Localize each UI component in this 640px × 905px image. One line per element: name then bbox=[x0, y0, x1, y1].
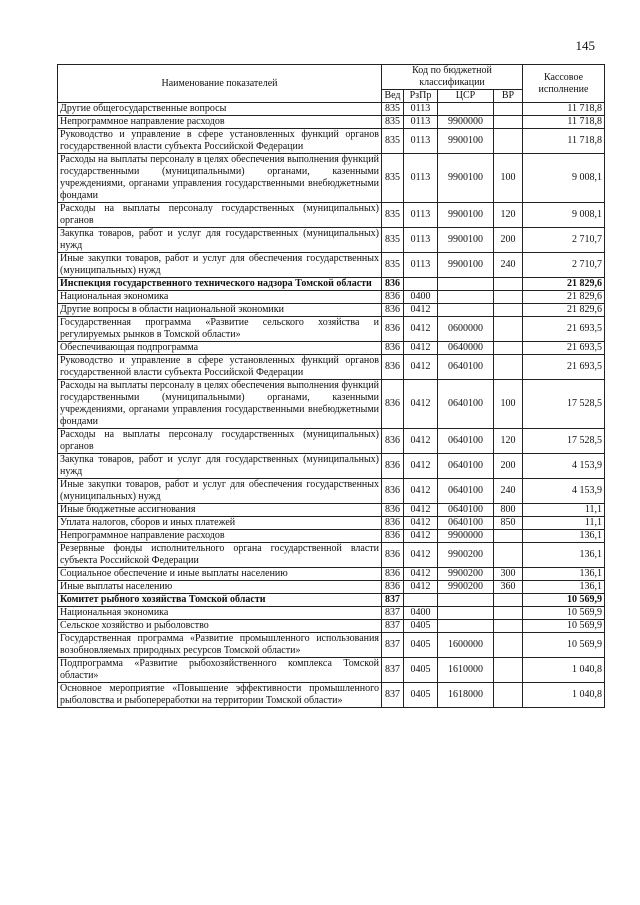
row-value: 21 693,5 bbox=[523, 355, 605, 380]
row-value: 17 528,5 bbox=[523, 380, 605, 429]
row-vr bbox=[494, 342, 523, 355]
row-csr bbox=[438, 607, 494, 620]
row-csr: 0640100 bbox=[438, 517, 494, 530]
table-row bbox=[58, 568, 605, 581]
row-name: Уплата налогов, сборов и иных платежей bbox=[58, 517, 382, 530]
row-csr: 0640100 bbox=[438, 429, 494, 454]
row-csr: 9900100 bbox=[438, 129, 494, 154]
table-body bbox=[58, 103, 605, 708]
row-rzpr: 0412 bbox=[404, 317, 438, 342]
row-ved: 835 bbox=[382, 116, 404, 129]
row-vr bbox=[494, 355, 523, 380]
row-ved: 836 bbox=[382, 581, 404, 594]
table-row bbox=[58, 116, 605, 129]
row-name: Инспекция государственного технического надзора Томской области bbox=[58, 278, 382, 291]
row-vr bbox=[494, 594, 523, 607]
row-name: Непрограммное направление расходов bbox=[58, 530, 382, 543]
row-ved: 836 bbox=[382, 479, 404, 504]
row-ved: 835 bbox=[382, 129, 404, 154]
row-rzpr bbox=[404, 278, 438, 291]
row-vr bbox=[494, 317, 523, 342]
table-row bbox=[58, 129, 605, 154]
row-vr bbox=[494, 103, 523, 116]
row-value: 21 829,6 bbox=[523, 304, 605, 317]
table-row bbox=[58, 581, 605, 594]
row-ved: 837 bbox=[382, 633, 404, 658]
row-value: 10 569,9 bbox=[523, 633, 605, 658]
row-vr: 120 bbox=[494, 203, 523, 228]
row-ved: 836 bbox=[382, 429, 404, 454]
table-row bbox=[58, 380, 605, 429]
table-row bbox=[58, 594, 605, 607]
table-row bbox=[58, 607, 605, 620]
row-value: 10 569,9 bbox=[523, 620, 605, 633]
table-row bbox=[58, 355, 605, 380]
row-rzpr: 0113 bbox=[404, 116, 438, 129]
row-csr bbox=[438, 278, 494, 291]
row-ved: 836 bbox=[382, 355, 404, 380]
row-value: 136,1 bbox=[523, 543, 605, 568]
row-vr: 120 bbox=[494, 429, 523, 454]
table-row bbox=[58, 203, 605, 228]
row-rzpr: 0412 bbox=[404, 568, 438, 581]
row-vr bbox=[494, 633, 523, 658]
row-rzpr: 0113 bbox=[404, 103, 438, 116]
row-vr bbox=[494, 658, 523, 683]
table-row bbox=[58, 342, 605, 355]
row-value: 1 040,8 bbox=[523, 658, 605, 683]
row-value: 21 693,5 bbox=[523, 317, 605, 342]
table-row bbox=[58, 530, 605, 543]
row-csr: 0640000 bbox=[438, 342, 494, 355]
row-name: Закупка товаров, работ и услуг для государственных (муниципальных) нужд bbox=[58, 454, 382, 479]
row-name: Государственная программа «Развитие промышленного использования возобновляемых природных ресурсов Томской области» bbox=[58, 633, 382, 658]
row-rzpr: 0405 bbox=[404, 683, 438, 708]
row-name: Закупка товаров, работ и услуг для государственных (муниципальных) нужд bbox=[58, 228, 382, 253]
row-ved: 835 bbox=[382, 103, 404, 116]
row-value: 2 710,7 bbox=[523, 228, 605, 253]
row-name: Сельское хозяйство и рыболовство bbox=[58, 620, 382, 633]
row-rzpr: 0405 bbox=[404, 633, 438, 658]
row-vr: 240 bbox=[494, 479, 523, 504]
row-rzpr: 0412 bbox=[404, 543, 438, 568]
row-value: 4 153,9 bbox=[523, 479, 605, 504]
row-name: Национальная экономика bbox=[58, 607, 382, 620]
row-name: Иные выплаты населению bbox=[58, 581, 382, 594]
row-value: 136,1 bbox=[523, 581, 605, 594]
row-csr: 9900100 bbox=[438, 154, 494, 203]
row-name: Непрограммное направление расходов bbox=[58, 116, 382, 129]
row-value: 10 569,9 bbox=[523, 594, 605, 607]
table-row bbox=[58, 517, 605, 530]
row-ved: 835 bbox=[382, 203, 404, 228]
row-value: 9 008,1 bbox=[523, 154, 605, 203]
row-ved: 837 bbox=[382, 658, 404, 683]
row-csr: 0640100 bbox=[438, 380, 494, 429]
row-value: 21 829,6 bbox=[523, 291, 605, 304]
row-name: Руководство и управление в сфере установленных функций органов государственной власти субъекта Российской Федерации bbox=[58, 355, 382, 380]
row-csr: 9900200 bbox=[438, 543, 494, 568]
row-rzpr: 0412 bbox=[404, 429, 438, 454]
row-vr bbox=[494, 116, 523, 129]
row-csr: 9900000 bbox=[438, 530, 494, 543]
row-value: 17 528,5 bbox=[523, 429, 605, 454]
row-csr: 1618000 bbox=[438, 683, 494, 708]
row-vr: 300 bbox=[494, 568, 523, 581]
table-row bbox=[58, 658, 605, 683]
row-rzpr: 0412 bbox=[404, 342, 438, 355]
row-rzpr: 0113 bbox=[404, 203, 438, 228]
row-name: Расходы на выплаты персоналу государственных (муниципальных) органов bbox=[58, 203, 382, 228]
row-ved: 837 bbox=[382, 683, 404, 708]
row-vr bbox=[494, 530, 523, 543]
row-ved: 837 bbox=[382, 594, 404, 607]
row-csr bbox=[438, 103, 494, 116]
row-value: 136,1 bbox=[523, 530, 605, 543]
row-name: Другие вопросы в области национальной экономики bbox=[58, 304, 382, 317]
row-csr bbox=[438, 291, 494, 304]
row-ved: 836 bbox=[382, 380, 404, 429]
row-value: 2 710,7 bbox=[523, 253, 605, 278]
row-csr: 0600000 bbox=[438, 317, 494, 342]
row-vr bbox=[494, 620, 523, 633]
row-name: Государственная программа «Развитие сельского хозяйства и регулируемых рынков в Томской области» bbox=[58, 317, 382, 342]
row-value: 11 718,8 bbox=[523, 103, 605, 116]
row-rzpr: 0412 bbox=[404, 479, 438, 504]
row-value: 4 153,9 bbox=[523, 454, 605, 479]
header-total: Кассовое исполнение bbox=[523, 65, 605, 103]
row-rzpr: 0113 bbox=[404, 228, 438, 253]
row-ved: 836 bbox=[382, 304, 404, 317]
row-value: 9 008,1 bbox=[523, 203, 605, 228]
table-row bbox=[58, 633, 605, 658]
row-value: 1 040,8 bbox=[523, 683, 605, 708]
table-row bbox=[58, 543, 605, 568]
row-rzpr: 0400 bbox=[404, 291, 438, 304]
row-vr: 240 bbox=[494, 253, 523, 278]
row-vr: 850 bbox=[494, 517, 523, 530]
row-value: 11,1 bbox=[523, 504, 605, 517]
row-rzpr: 0412 bbox=[404, 454, 438, 479]
row-vr bbox=[494, 291, 523, 304]
row-csr: 0640100 bbox=[438, 355, 494, 380]
table-row bbox=[58, 317, 605, 342]
row-rzpr: 0412 bbox=[404, 530, 438, 543]
table-header bbox=[58, 65, 605, 103]
row-vr: 200 bbox=[494, 454, 523, 479]
row-value: 11,1 bbox=[523, 517, 605, 530]
row-name: Комитет рыбного хозяйства Томской области bbox=[58, 594, 382, 607]
table-row bbox=[58, 429, 605, 454]
row-name: Другие общегосударственные вопросы bbox=[58, 103, 382, 116]
header-csr: ЦСР bbox=[438, 90, 494, 103]
table-row bbox=[58, 479, 605, 504]
header-vr: ВР bbox=[494, 90, 523, 103]
row-vr bbox=[494, 543, 523, 568]
table-row bbox=[58, 454, 605, 479]
row-value: 10 569,9 bbox=[523, 607, 605, 620]
row-ved: 836 bbox=[382, 517, 404, 530]
row-csr: 1610000 bbox=[438, 658, 494, 683]
row-rzpr: 0412 bbox=[404, 355, 438, 380]
row-value: 21 693,5 bbox=[523, 342, 605, 355]
row-rzpr: 0412 bbox=[404, 581, 438, 594]
row-ved: 836 bbox=[382, 317, 404, 342]
row-name: Иные закупки товаров, работ и услуг для обеспечения государственных (муниципальных) нужд bbox=[58, 479, 382, 504]
row-ved: 837 bbox=[382, 620, 404, 633]
row-vr bbox=[494, 683, 523, 708]
row-csr: 0640100 bbox=[438, 479, 494, 504]
row-csr: 1600000 bbox=[438, 633, 494, 658]
row-rzpr: 0400 bbox=[404, 607, 438, 620]
row-vr bbox=[494, 129, 523, 154]
row-csr bbox=[438, 304, 494, 317]
table-row bbox=[58, 683, 605, 708]
row-vr bbox=[494, 607, 523, 620]
row-ved: 836 bbox=[382, 568, 404, 581]
row-rzpr: 0412 bbox=[404, 504, 438, 517]
row-ved: 836 bbox=[382, 504, 404, 517]
row-ved: 836 bbox=[382, 454, 404, 479]
row-csr: 9900100 bbox=[438, 228, 494, 253]
row-name: Подпрограмма «Развитие рыбохозяйственного комплекса Томской области» bbox=[58, 658, 382, 683]
row-vr: 100 bbox=[494, 380, 523, 429]
table-row bbox=[58, 228, 605, 253]
page-number: 145 bbox=[575, 38, 595, 53]
row-csr: 9900100 bbox=[438, 203, 494, 228]
row-csr bbox=[438, 594, 494, 607]
row-ved: 836 bbox=[382, 530, 404, 543]
row-rzpr: 0113 bbox=[404, 129, 438, 154]
row-name: Руководство и управление в сфере установленных функций органов государственной власти субъекта Российской Федерации bbox=[58, 129, 382, 154]
row-ved: 835 bbox=[382, 253, 404, 278]
budget-table bbox=[57, 64, 605, 708]
table-row bbox=[58, 620, 605, 633]
row-ved: 836 bbox=[382, 278, 404, 291]
header-code-group: Код по бюджетной классификации bbox=[382, 65, 523, 90]
row-rzpr: 0412 bbox=[404, 380, 438, 429]
row-vr: 800 bbox=[494, 504, 523, 517]
row-rzpr: 0405 bbox=[404, 620, 438, 633]
row-name: Обеспечивающая подпрограмма bbox=[58, 342, 382, 355]
row-csr: 0640100 bbox=[438, 504, 494, 517]
row-csr: 9900200 bbox=[438, 568, 494, 581]
row-csr: 9900200 bbox=[438, 581, 494, 594]
row-name: Национальная экономика bbox=[58, 291, 382, 304]
row-value: 21 829,6 bbox=[523, 278, 605, 291]
row-vr: 200 bbox=[494, 228, 523, 253]
row-vr: 360 bbox=[494, 581, 523, 594]
table-row bbox=[58, 253, 605, 278]
row-csr bbox=[438, 620, 494, 633]
row-name: Резервные фонды исполнительного органа государственной власти субъекта Российской Федерации bbox=[58, 543, 382, 568]
row-value: 136,1 bbox=[523, 568, 605, 581]
row-rzpr: 0113 bbox=[404, 154, 438, 203]
row-ved: 836 bbox=[382, 291, 404, 304]
row-name: Расходы на выплаты персоналу в целях обеспечения выполнения функций государственными (муниципальными) органами, казенными учреждениями, органами управления государственными внебюджетными фондами bbox=[58, 380, 382, 429]
row-vr: 100 bbox=[494, 154, 523, 203]
row-ved: 836 bbox=[382, 342, 404, 355]
row-value: 11 718,8 bbox=[523, 129, 605, 154]
row-name: Социальное обеспечение и иные выплаты населению bbox=[58, 568, 382, 581]
row-vr bbox=[494, 304, 523, 317]
row-name: Расходы на выплаты персоналу в целях обеспечения выполнения функций государственными (муниципальными) органами, казенными учреждениями, органами управления государственными внебюджетными фондами bbox=[58, 154, 382, 203]
table-row bbox=[58, 304, 605, 317]
row-rzpr: 0412 bbox=[404, 517, 438, 530]
row-rzpr bbox=[404, 594, 438, 607]
row-vr bbox=[494, 278, 523, 291]
table-row bbox=[58, 291, 605, 304]
table-row bbox=[58, 154, 605, 203]
header-ved: Вед bbox=[382, 90, 404, 103]
row-rzpr: 0412 bbox=[404, 304, 438, 317]
row-ved: 835 bbox=[382, 228, 404, 253]
row-name: Расходы на выплаты персоналу государственных (муниципальных) органов bbox=[58, 429, 382, 454]
row-value: 11 718,8 bbox=[523, 116, 605, 129]
row-name: Иные бюджетные ассигнования bbox=[58, 504, 382, 517]
row-ved: 837 bbox=[382, 607, 404, 620]
row-csr: 9900100 bbox=[438, 253, 494, 278]
row-rzpr: 0113 bbox=[404, 253, 438, 278]
row-csr: 9900000 bbox=[438, 116, 494, 129]
header-name: Наименование показателей bbox=[58, 65, 382, 103]
row-name: Иные закупки товаров, работ и услуг для обеспечения государственных (муниципальных) нужд bbox=[58, 253, 382, 278]
header-rzpr: РзПр bbox=[404, 90, 438, 103]
row-name: Основное мероприятие «Повышение эффективности промышленного рыболовства и рыбопереработки на территории Томской области» bbox=[58, 683, 382, 708]
row-csr: 0640100 bbox=[438, 454, 494, 479]
row-ved: 836 bbox=[382, 543, 404, 568]
table-row bbox=[58, 103, 605, 116]
table-row bbox=[58, 278, 605, 291]
table-row bbox=[58, 504, 605, 517]
row-rzpr: 0405 bbox=[404, 658, 438, 683]
row-ved: 835 bbox=[382, 154, 404, 203]
